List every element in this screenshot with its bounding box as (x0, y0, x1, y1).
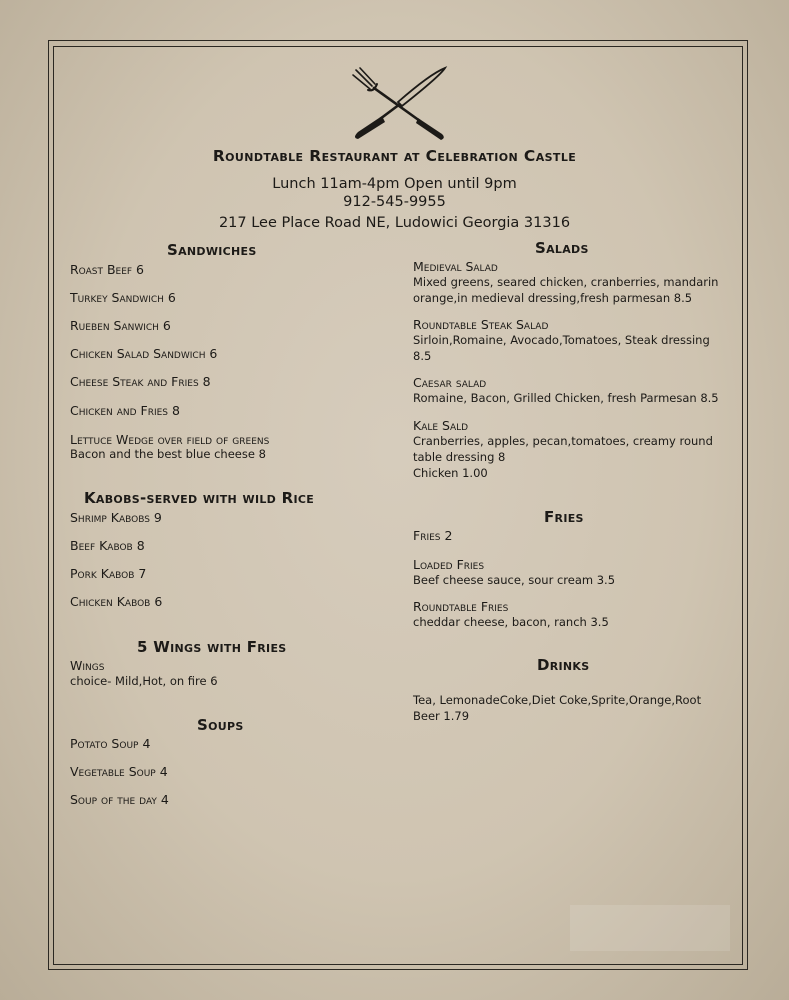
menu-item: Kale Sald (413, 418, 469, 433)
soups-heading: Soups (197, 716, 244, 734)
drinks-heading: Drinks (537, 656, 590, 674)
item-description: Chicken 1.00 (413, 466, 488, 480)
restaurant-title: Roundtable Restaurant at Celebration Castle (212, 147, 577, 165)
watermark-overlay (570, 905, 730, 951)
kabobs-heading: Kabobs-served with wild Rice (84, 489, 315, 507)
menu-item: Chicken Kabob 6 (70, 594, 163, 609)
item-description: 8.5 (413, 349, 432, 363)
menu-item: Lettuce Wedge over field of greens (70, 432, 270, 447)
menu-item: Pork Kabob 7 (70, 566, 147, 581)
item-description: cheddar cheese, bacon, ranch 3.5 (413, 615, 609, 629)
sandwiches-heading: Sandwiches (167, 241, 257, 259)
item-description: table dressing 8 (413, 450, 506, 464)
menu-item: Soup of the day 4 (70, 792, 169, 807)
item-description: Beer 1.79 (413, 709, 470, 723)
wings-heading: 5 Wings with Fries (137, 638, 287, 656)
salads-heading: Salads (535, 239, 589, 257)
menu-item: Medieval Salad (413, 259, 498, 274)
item-description: choice- Mild,Hot, on fire 6 (70, 674, 218, 688)
hours: Lunch 11am-4pm Open until 9pm (272, 176, 517, 192)
item-description: Cranberries, apples, pecan,tomatoes, creamy round (413, 434, 713, 448)
item-description: orange,in medieval dressing,fresh parmesan 8.5 (413, 291, 693, 305)
menu-item: Fries 2 (413, 528, 453, 543)
menu-item: Loaded Fries (413, 557, 485, 572)
address: 217 Lee Place Road NE, Ludowici Georgia 31316 (218, 215, 571, 231)
menu-item: Chicken Salad Sandwich 6 (70, 346, 218, 361)
item-description: Beef cheese sauce, sour cream 3.5 (413, 573, 616, 587)
menu-item: Vegetable Soup 4 (70, 764, 168, 779)
menu-item: Beef Kabob 8 (70, 538, 145, 553)
phone-number: 912-545-9955 (343, 194, 446, 210)
fries-heading: Fries (544, 508, 584, 526)
menu-item: Chicken and Fries 8 (70, 403, 180, 418)
menu-item: Potato Soup 4 (70, 736, 151, 751)
menu-item: Turkey Sandwich 6 (70, 290, 176, 305)
menu-item: Caesar salad (413, 375, 487, 390)
item-description: Sirloin,Romaine, Avocado,Tomatoes, Steak dressing (413, 333, 710, 347)
menu-item: Wings (70, 658, 105, 673)
item-description: Mixed greens, seared chicken, cranberries, mandarin (413, 275, 719, 289)
item-description: Bacon and the best blue cheese 8 (70, 447, 266, 461)
menu-item: Rueben Sanwich 6 (70, 318, 171, 333)
item-description: Tea, LemonadeCoke,Diet Coke,Sprite,Orange,Root (413, 693, 702, 707)
menu-item: Shrimp Kabobs 9 (70, 510, 162, 525)
fork-and-knife-icon (350, 66, 450, 142)
menu-item: Roundtable Fries (413, 599, 509, 614)
menu-item: Roundtable Steak Salad (413, 317, 549, 332)
menu-item: Roast Beef 6 (70, 262, 145, 277)
menu-item: Cheese Steak and Fries 8 (70, 374, 211, 389)
item-description: Romaine, Bacon, Grilled Chicken, fresh Parmesan 8.5 (413, 391, 719, 405)
